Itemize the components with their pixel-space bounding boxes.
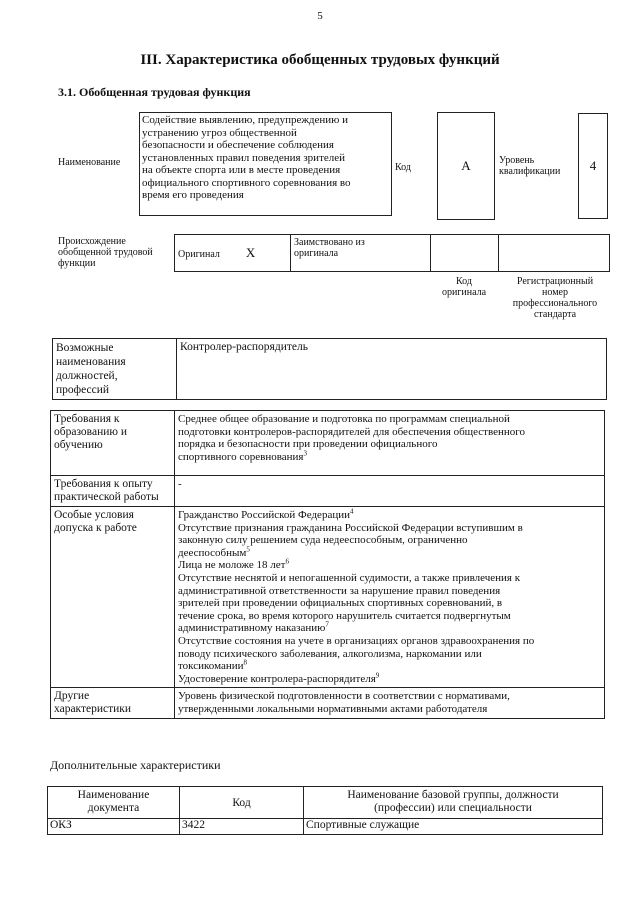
- footnote-ref: 8: [243, 658, 248, 667]
- function-name-line: официального спортивного соревнования во: [142, 176, 351, 189]
- borrowed-cell: [291, 235, 431, 272]
- code-original-caption-line: оригинала: [441, 287, 487, 298]
- education-label-line: Требования к: [54, 413, 120, 425]
- original-cell: [175, 235, 291, 272]
- additional-title: Дополнительные характеристики: [50, 758, 221, 772]
- other-line: утвержденными локальными нормативными актами работодателя: [178, 702, 488, 715]
- special-item-line: Лица не моложе 18 лет: [178, 559, 286, 572]
- origin-label-line: Происхождение: [58, 236, 126, 247]
- special-item-line: Отсутствие состояния на учете в организациях органов здравоохранения по: [178, 634, 535, 647]
- footnote-ref: 9: [375, 671, 380, 680]
- origin-label-line: функции: [58, 258, 96, 269]
- code-original-caption-line: Код: [456, 276, 472, 287]
- origin-table: [174, 234, 610, 272]
- table-row: [48, 819, 603, 835]
- positions-value: Контролер-распорядитель: [180, 341, 308, 353]
- code-value: А: [461, 158, 471, 173]
- qualification-label-line: Уровень: [499, 155, 535, 166]
- special-item-line: зрителей при проведении официальных спортивных соревнований, в: [178, 597, 503, 610]
- row-name-text: Спортивные служащие: [306, 819, 420, 831]
- reg-number-caption-line: номер: [542, 287, 568, 298]
- header-name: [304, 787, 603, 819]
- header-code-text: Код: [232, 796, 251, 809]
- experience-label-line: практической работы: [54, 491, 159, 503]
- name-label: Наименование: [58, 157, 121, 168]
- origin-label-line: обобщенной трудовой: [58, 247, 153, 258]
- code-label: Код: [395, 162, 411, 173]
- footnote-ref: 6: [285, 557, 289, 566]
- header-doc-line: Наименование: [77, 789, 150, 801]
- borrowed-label-line: оригинала: [294, 248, 339, 259]
- function-name-line: Содействие выявлению, предупреждению и: [142, 114, 349, 126]
- function-name-line: безопасности и обеспечение соблюдения: [142, 139, 334, 151]
- other-label-line: характеристики: [54, 703, 132, 716]
- experience-value-cell: [175, 476, 605, 507]
- special-item-line: Отсутствие неснятой и непогашенной судимости, а также привлечения к: [178, 571, 521, 584]
- education-label-cell: [51, 411, 175, 476]
- other-value-cell: [175, 688, 605, 719]
- positions-value-cell: [177, 339, 607, 400]
- education-line: подготовки контролеров-распорядителей для обеспечения общественного: [178, 425, 525, 438]
- special-label-line: допуска к работе: [54, 522, 137, 534]
- experience-label-line: Требования к опыту: [54, 478, 153, 490]
- positions-label-cell: [53, 339, 177, 400]
- special-item-line: Гражданство Российской Федерации: [178, 509, 350, 521]
- special-label-cell: [51, 507, 175, 688]
- qualification-level-value: 4: [589, 158, 597, 173]
- positions-table: [52, 338, 607, 400]
- row-code: [180, 819, 304, 835]
- other-line: Уровень физической подготовленности в соответствии с нормативами,: [178, 690, 510, 703]
- header-name-line: Наименование базовой группы, должности: [347, 789, 559, 801]
- row-name: [304, 819, 603, 835]
- code-value-box: [437, 112, 495, 220]
- function-name-line: на объекте спорта или в месте проведения: [142, 164, 341, 176]
- special-item-line: токсикомании: [178, 660, 244, 673]
- reg-number-caption-line: стандарта: [533, 309, 577, 320]
- special-item-line: поводу психического заболевания, алкоголизма, наркомании или: [178, 647, 482, 660]
- header-name-line: (профессии) или специальности: [374, 802, 532, 814]
- footnote-ref: 3: [303, 449, 307, 458]
- special-item: [178, 559, 601, 572]
- borrowed-label-line: Заимствовано из: [294, 237, 365, 248]
- special-item: [178, 509, 601, 522]
- original-label: Оригинал: [178, 249, 220, 260]
- other-label-cell: [51, 688, 175, 719]
- education-label-line: образованию и: [54, 426, 127, 438]
- additional-table: [47, 786, 603, 835]
- special-item-line: течение срока, во время которого нарушитель считается подвергнутым: [178, 609, 511, 622]
- special-item: [178, 673, 601, 686]
- function-name-line: установленных правил поведения зрителей: [142, 151, 346, 164]
- reg-number-caption-line: Регистрационный: [516, 276, 594, 287]
- education-line: [178, 451, 601, 464]
- qualification-level-box: [578, 113, 608, 219]
- qualification-label-line: квалификации: [499, 166, 561, 177]
- special-value-cell: [175, 507, 605, 688]
- positions-label-line: профессий: [56, 384, 110, 396]
- positions-label-line: должностей,: [56, 370, 118, 382]
- positions-label-line: Возможные: [56, 342, 114, 354]
- requirements-table: [50, 410, 605, 719]
- subsection-title: 3.1. Обобщенная трудовая функция: [58, 85, 251, 99]
- special-item-line: дееспособным: [178, 546, 247, 559]
- education-label-line: обучению: [54, 439, 103, 451]
- special-item: [178, 635, 601, 673]
- reg-number-caption-line: профессионального: [512, 298, 598, 309]
- education-line: Среднее общее образование и подготовка по программам специальной: [178, 413, 510, 425]
- reg-number-caption: [500, 276, 610, 320]
- original-mark: Х: [245, 245, 256, 260]
- footnote-ref: 7: [325, 620, 329, 629]
- education-line: порядка и безопасности при проведении официального: [178, 438, 438, 451]
- row-code-text: 3422: [182, 819, 205, 831]
- special-item-line: Удостоверение контролера-распорядителя: [178, 672, 376, 685]
- experience-value: -: [178, 478, 182, 490]
- positions-label-line: наименования: [56, 356, 126, 368]
- row-doc-text: ОКЗ: [50, 819, 72, 831]
- education-line-text: спортивного соревнования: [178, 450, 304, 463]
- education-value-cell: [175, 411, 605, 476]
- row-doc: [48, 819, 180, 835]
- header-doc: [48, 787, 180, 819]
- special-item: [178, 572, 601, 635]
- header-code: [180, 787, 304, 819]
- section-title: III. Характеристика обобщенных трудовых функций: [140, 52, 500, 68]
- footnote-ref: 4: [349, 507, 354, 516]
- footnote-ref: 5: [246, 545, 250, 554]
- special-item: [178, 522, 601, 560]
- function-name-line: устранению угроз общественной: [142, 126, 297, 139]
- origin-label: [58, 236, 173, 269]
- reg-number-cell: [499, 235, 610, 272]
- experience-label-cell: [51, 476, 175, 507]
- function-name-box: [139, 112, 392, 216]
- qualification-level-label: [499, 155, 560, 177]
- header-doc-line: документа: [87, 802, 140, 814]
- function-name-line: время его проведения: [142, 189, 244, 201]
- special-item-line: законную силу решением суда недееспособным, ограниченно: [178, 534, 468, 547]
- other-label-line: Другие: [54, 690, 90, 703]
- code-original-caption: [430, 276, 498, 298]
- special-item-line: Отсутствие признания гражданина Российской Федерации вступившим в: [178, 521, 523, 534]
- page-number: 5: [317, 10, 323, 22]
- code-original-cell: [431, 235, 499, 272]
- special-item-line: административному наказанию: [178, 622, 326, 635]
- special-label-line: Особые условия: [54, 509, 134, 521]
- special-item-line: административной ответственности за нарушение правил поведения: [178, 584, 501, 597]
